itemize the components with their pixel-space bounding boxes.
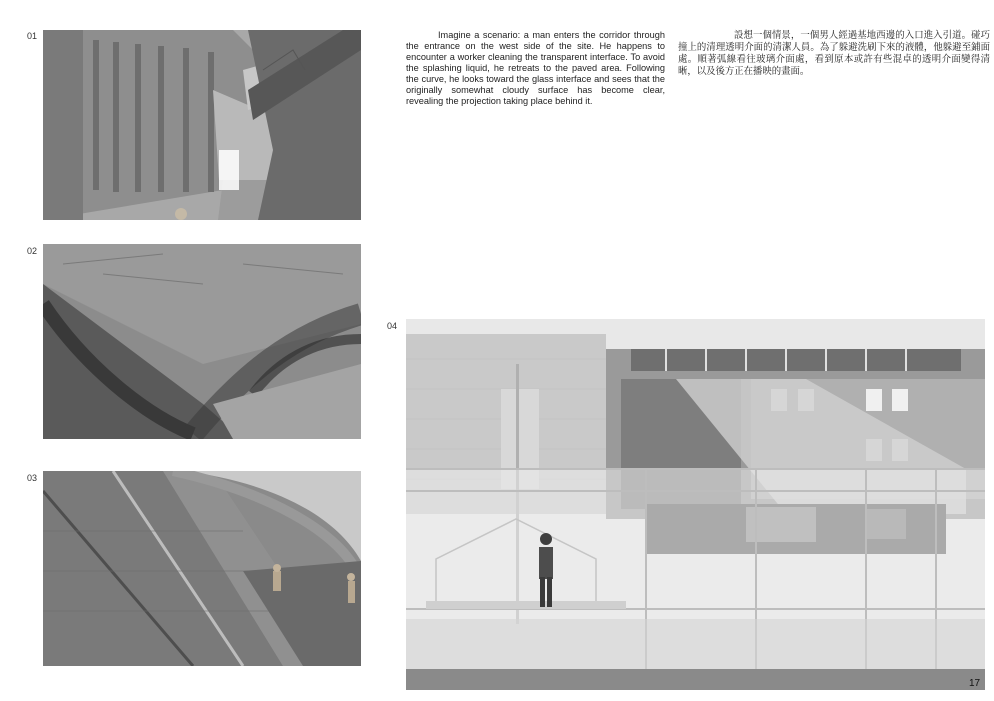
figure-label-02: 02	[27, 246, 38, 256]
english-paragraph: Imagine a scenario: a man enters the corridor through the entrance on the west side of the site. He happens to encounter a worker cleaning the transparent interface. To avoid the splashing liquid, he retreats to the paved area. Following the curve, he looks toward the glass interface and sees that the originally somewhat cloudy surface has become clear, revealing the projection taking place behind it.	[406, 30, 665, 106]
figure-01-image	[43, 30, 361, 220]
figure-label-01: 01	[27, 31, 38, 41]
page-number: 17	[969, 678, 981, 689]
figure-label-04: 04	[387, 321, 398, 331]
figure-label-03: 03	[27, 473, 38, 483]
chinese-paragraph: 設想一個情景，一個男人經過基地西邊的入口進入引道。碰巧撞上的清理透明介面的清潔人員。為了躲避洗刷下來的液體，他躲避至鋪面處。順著弧線看往玻璃介面處，看到原本或許有些混卓的透明介面變得清晰，以及後方正在播映的畫面。	[678, 30, 990, 77]
figure-02-image	[43, 244, 361, 439]
figure-04-image	[406, 319, 985, 690]
figure-03-image	[43, 471, 361, 666]
